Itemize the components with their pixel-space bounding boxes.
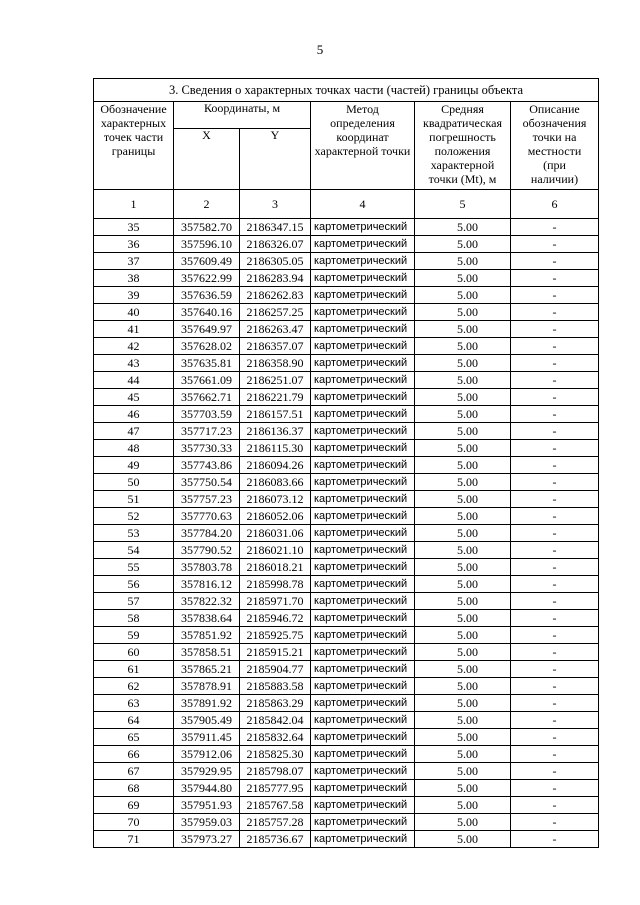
table-row <box>94 627 599 644</box>
accuracy-cell: 5.00 <box>415 627 511 644</box>
x-coordinate-cell: 357662.71 <box>174 389 240 406</box>
table-row <box>94 831 599 848</box>
description-cell: - <box>511 542 599 559</box>
x-coordinate-cell: 357784.20 <box>174 525 240 542</box>
point-number-cell: 63 <box>94 695 174 712</box>
accuracy-cell: 5.00 <box>415 372 511 389</box>
point-number-cell: 55 <box>94 559 174 576</box>
accuracy-cell: 5.00 <box>415 406 511 423</box>
table-row <box>94 559 599 576</box>
table-row <box>94 780 599 797</box>
description-cell: - <box>511 440 599 457</box>
x-coordinate-cell: 357816.12 <box>174 576 240 593</box>
header-coordinates: Координаты, м <box>174 102 311 129</box>
accuracy-cell: 5.00 <box>415 729 511 746</box>
x-coordinate-cell: 357944.80 <box>174 780 240 797</box>
point-number-cell: 39 <box>94 287 174 304</box>
column-number: 1 <box>94 190 174 219</box>
point-number-cell: 49 <box>94 457 174 474</box>
table-row <box>94 525 599 542</box>
method-cell: картометрический <box>311 440 415 457</box>
description-cell: - <box>511 593 599 610</box>
description-cell: - <box>511 508 599 525</box>
y-coordinate-cell: 2186052.06 <box>240 508 311 525</box>
description-cell: - <box>511 780 599 797</box>
description-cell: - <box>511 423 599 440</box>
x-coordinate-cell: 357911.45 <box>174 729 240 746</box>
table-row <box>94 746 599 763</box>
description-cell: - <box>511 525 599 542</box>
y-coordinate-cell: 2185971.70 <box>240 593 311 610</box>
method-cell: картометрический <box>311 576 415 593</box>
point-number-cell: 60 <box>94 644 174 661</box>
x-coordinate-cell: 357636.59 <box>174 287 240 304</box>
table-row <box>94 389 599 406</box>
y-coordinate-cell: 2185883.58 <box>240 678 311 695</box>
x-coordinate-cell: 357878.91 <box>174 678 240 695</box>
accuracy-cell: 5.00 <box>415 593 511 610</box>
y-coordinate-cell: 2186257.25 <box>240 304 311 321</box>
x-coordinate-cell: 357661.09 <box>174 372 240 389</box>
x-coordinate-cell: 357912.06 <box>174 746 240 763</box>
description-cell: - <box>511 695 599 712</box>
y-coordinate-cell: 2186347.15 <box>240 219 311 236</box>
y-coordinate-cell: 2185798.07 <box>240 763 311 780</box>
method-cell: картометрический <box>311 457 415 474</box>
accuracy-cell: 5.00 <box>415 287 511 304</box>
accuracy-cell: 5.00 <box>415 610 511 627</box>
y-coordinate-cell: 2185767.58 <box>240 797 311 814</box>
y-coordinate-cell: 2185825.30 <box>240 746 311 763</box>
table-row <box>94 797 599 814</box>
method-cell: картометрический <box>311 712 415 729</box>
x-coordinate-cell: 357703.59 <box>174 406 240 423</box>
point-number-cell: 64 <box>94 712 174 729</box>
table-row <box>94 219 599 236</box>
y-coordinate-cell: 2186357.07 <box>240 338 311 355</box>
point-number-cell: 44 <box>94 372 174 389</box>
y-coordinate-cell: 2186094.26 <box>240 457 311 474</box>
description-cell: - <box>511 610 599 627</box>
method-cell: картометрический <box>311 780 415 797</box>
x-coordinate-cell: 357609.49 <box>174 253 240 270</box>
table-title: 3. Сведения о характерных точках части (частей) границы объекта <box>94 79 599 102</box>
point-number-cell: 69 <box>94 797 174 814</box>
y-coordinate-cell: 2186251.07 <box>240 372 311 389</box>
page-number: 5 <box>316 42 324 57</box>
point-number-cell: 46 <box>94 406 174 423</box>
method-cell: картометрический <box>311 355 415 372</box>
x-coordinate-cell: 357640.16 <box>174 304 240 321</box>
y-coordinate-cell: 2185832.64 <box>240 729 311 746</box>
y-coordinate-cell: 2185757.28 <box>240 814 311 831</box>
x-coordinate-cell: 357628.02 <box>174 338 240 355</box>
table-row <box>94 457 599 474</box>
accuracy-cell: 5.00 <box>415 508 511 525</box>
point-number-cell: 51 <box>94 491 174 508</box>
accuracy-cell: 5.00 <box>415 814 511 831</box>
table-row <box>94 372 599 389</box>
method-cell: картометрический <box>311 253 415 270</box>
point-number-cell: 45 <box>94 389 174 406</box>
point-number-cell: 53 <box>94 525 174 542</box>
method-cell: картометрический <box>311 814 415 831</box>
accuracy-cell: 5.00 <box>415 457 511 474</box>
column-number-row <box>94 190 599 219</box>
method-cell: картометрический <box>311 695 415 712</box>
point-number-cell: 43 <box>94 355 174 372</box>
point-number-cell: 58 <box>94 610 174 627</box>
header-description: Описание обозначения точки на местности (при наличии) <box>511 102 599 190</box>
y-coordinate-cell: 2185736.67 <box>240 831 311 848</box>
point-number-cell: 50 <box>94 474 174 491</box>
method-cell: картометрический <box>311 763 415 780</box>
y-coordinate-cell: 2186221.79 <box>240 389 311 406</box>
accuracy-cell: 5.00 <box>415 780 511 797</box>
point-number-cell: 47 <box>94 423 174 440</box>
table-row <box>94 610 599 627</box>
y-coordinate-cell: 2186358.90 <box>240 355 311 372</box>
method-cell: картометрический <box>311 219 415 236</box>
accuracy-cell: 5.00 <box>415 831 511 848</box>
header-method: Метод определения координат характерной точки <box>311 102 415 190</box>
point-number-cell: 62 <box>94 678 174 695</box>
description-cell: - <box>511 678 599 695</box>
description-cell: - <box>511 406 599 423</box>
method-cell: картометрический <box>311 610 415 627</box>
accuracy-cell: 5.00 <box>415 559 511 576</box>
method-cell: картометрический <box>311 491 415 508</box>
y-coordinate-cell: 2186018.21 <box>240 559 311 576</box>
description-cell: - <box>511 831 599 848</box>
point-number-cell: 40 <box>94 304 174 321</box>
accuracy-cell: 5.00 <box>415 474 511 491</box>
description-cell: - <box>511 287 599 304</box>
accuracy-cell: 5.00 <box>415 423 511 440</box>
point-number-cell: 68 <box>94 780 174 797</box>
method-cell: картометрический <box>311 406 415 423</box>
y-coordinate-cell: 2186157.51 <box>240 406 311 423</box>
description-cell: - <box>511 457 599 474</box>
method-cell: картометрический <box>311 372 415 389</box>
y-coordinate-cell: 2186326.07 <box>240 236 311 253</box>
accuracy-cell: 5.00 <box>415 270 511 287</box>
x-coordinate-cell: 357770.63 <box>174 508 240 525</box>
x-coordinate-cell: 357635.81 <box>174 355 240 372</box>
x-coordinate-cell: 357951.93 <box>174 797 240 814</box>
accuracy-cell: 5.00 <box>415 236 511 253</box>
table-body <box>94 219 599 848</box>
accuracy-cell: 5.00 <box>415 661 511 678</box>
description-cell: - <box>511 746 599 763</box>
x-coordinate-cell: 357743.86 <box>174 457 240 474</box>
x-coordinate-cell: 357905.49 <box>174 712 240 729</box>
description-cell: - <box>511 661 599 678</box>
accuracy-cell: 5.00 <box>415 304 511 321</box>
column-number: 5 <box>415 190 511 219</box>
x-coordinate-cell: 357790.52 <box>174 542 240 559</box>
point-number-cell: 35 <box>94 219 174 236</box>
point-number-cell: 38 <box>94 270 174 287</box>
y-coordinate-cell: 2186083.66 <box>240 474 311 491</box>
y-coordinate-cell: 2185777.95 <box>240 780 311 797</box>
accuracy-cell: 5.00 <box>415 797 511 814</box>
point-number-cell: 52 <box>94 508 174 525</box>
table-row <box>94 253 599 270</box>
table-row <box>94 542 599 559</box>
y-coordinate-cell: 2186115.30 <box>240 440 311 457</box>
accuracy-cell: 5.00 <box>415 542 511 559</box>
table-row <box>94 814 599 831</box>
header-accuracy: Средняя квадратическая погрешность положения характерной точки (Mt), м <box>415 102 511 190</box>
point-number-cell: 59 <box>94 627 174 644</box>
point-number-cell: 37 <box>94 253 174 270</box>
column-number: 3 <box>240 190 311 219</box>
x-coordinate-cell: 357822.32 <box>174 593 240 610</box>
method-cell: картометрический <box>311 287 415 304</box>
x-coordinate-cell: 357582.70 <box>174 219 240 236</box>
accuracy-cell: 5.00 <box>415 321 511 338</box>
description-cell: - <box>511 491 599 508</box>
table-row <box>94 406 599 423</box>
x-coordinate-cell: 357851.92 <box>174 627 240 644</box>
description-cell: - <box>511 270 599 287</box>
table-row <box>94 695 599 712</box>
x-coordinate-cell: 357803.78 <box>174 559 240 576</box>
table-row <box>94 423 599 440</box>
table-row <box>94 593 599 610</box>
method-cell: картометрический <box>311 746 415 763</box>
header-y: Y <box>240 129 311 190</box>
description-cell: - <box>511 253 599 270</box>
point-number-cell: 41 <box>94 321 174 338</box>
column-number: 2 <box>174 190 240 219</box>
y-coordinate-cell: 2185904.77 <box>240 661 311 678</box>
accuracy-cell: 5.00 <box>415 389 511 406</box>
method-cell: картометрический <box>311 627 415 644</box>
table-row <box>94 661 599 678</box>
description-cell: - <box>511 729 599 746</box>
boundary-points-table <box>93 78 599 848</box>
table-row <box>94 729 599 746</box>
x-coordinate-cell: 357649.97 <box>174 321 240 338</box>
y-coordinate-cell: 2186031.06 <box>240 525 311 542</box>
description-cell: - <box>511 797 599 814</box>
table-row <box>94 712 599 729</box>
header-x: X <box>174 129 240 190</box>
column-number: 6 <box>511 190 599 219</box>
method-cell: картометрический <box>311 729 415 746</box>
method-cell: картометрический <box>311 661 415 678</box>
method-cell: картометрический <box>311 423 415 440</box>
point-number-cell: 61 <box>94 661 174 678</box>
table-row <box>94 440 599 457</box>
accuracy-cell: 5.00 <box>415 355 511 372</box>
table-row <box>94 644 599 661</box>
method-cell: картометрический <box>311 321 415 338</box>
header-row <box>94 102 599 129</box>
description-cell: - <box>511 627 599 644</box>
description-cell: - <box>511 389 599 406</box>
accuracy-cell: 5.00 <box>415 712 511 729</box>
x-coordinate-cell: 357838.64 <box>174 610 240 627</box>
y-coordinate-cell: 2186283.94 <box>240 270 311 287</box>
accuracy-cell: 5.00 <box>415 576 511 593</box>
table-row <box>94 321 599 338</box>
description-cell: - <box>511 474 599 491</box>
column-number: 4 <box>311 190 415 219</box>
point-number-cell: 71 <box>94 831 174 848</box>
method-cell: картометрический <box>311 508 415 525</box>
method-cell: картометрический <box>311 525 415 542</box>
description-cell: - <box>511 644 599 661</box>
point-number-cell: 70 <box>94 814 174 831</box>
point-number-cell: 54 <box>94 542 174 559</box>
x-coordinate-cell: 357929.95 <box>174 763 240 780</box>
accuracy-cell: 5.00 <box>415 763 511 780</box>
table-row <box>94 508 599 525</box>
method-cell: картометрический <box>311 338 415 355</box>
description-cell: - <box>511 814 599 831</box>
accuracy-cell: 5.00 <box>415 219 511 236</box>
method-cell: картометрический <box>311 797 415 814</box>
description-cell: - <box>511 559 599 576</box>
accuracy-cell: 5.00 <box>415 695 511 712</box>
y-coordinate-cell: 2185863.29 <box>240 695 311 712</box>
x-coordinate-cell: 357858.51 <box>174 644 240 661</box>
table-row <box>94 338 599 355</box>
x-coordinate-cell: 357596.10 <box>174 236 240 253</box>
description-cell: - <box>511 304 599 321</box>
description-cell: - <box>511 576 599 593</box>
y-coordinate-cell: 2185842.04 <box>240 712 311 729</box>
x-coordinate-cell: 357959.03 <box>174 814 240 831</box>
table-row <box>94 270 599 287</box>
point-number-cell: 42 <box>94 338 174 355</box>
x-coordinate-cell: 357717.23 <box>174 423 240 440</box>
method-cell: картометрический <box>311 644 415 661</box>
description-cell: - <box>511 372 599 389</box>
y-coordinate-cell: 2186136.37 <box>240 423 311 440</box>
y-coordinate-cell: 2186305.05 <box>240 253 311 270</box>
table-title-row <box>94 79 599 102</box>
table-row <box>94 678 599 695</box>
x-coordinate-cell: 357891.92 <box>174 695 240 712</box>
description-cell: - <box>511 236 599 253</box>
table-row <box>94 304 599 321</box>
accuracy-cell: 5.00 <box>415 440 511 457</box>
point-number-cell: 48 <box>94 440 174 457</box>
accuracy-cell: 5.00 <box>415 644 511 661</box>
point-number-cell: 67 <box>94 763 174 780</box>
table-row <box>94 763 599 780</box>
x-coordinate-cell: 357622.99 <box>174 270 240 287</box>
method-cell: картометрический <box>311 474 415 491</box>
point-number-cell: 66 <box>94 746 174 763</box>
description-cell: - <box>511 712 599 729</box>
description-cell: - <box>511 321 599 338</box>
method-cell: картометрический <box>311 270 415 287</box>
y-coordinate-cell: 2185915.21 <box>240 644 311 661</box>
point-number-cell: 65 <box>94 729 174 746</box>
method-cell: картометрический <box>311 542 415 559</box>
accuracy-cell: 5.00 <box>415 525 511 542</box>
x-coordinate-cell: 357865.21 <box>174 661 240 678</box>
description-cell: - <box>511 219 599 236</box>
table-row <box>94 491 599 508</box>
x-coordinate-cell: 357757.23 <box>174 491 240 508</box>
method-cell: картометрический <box>311 559 415 576</box>
method-cell: картометрический <box>311 304 415 321</box>
method-cell: картометрический <box>311 389 415 406</box>
table-row <box>94 236 599 253</box>
y-coordinate-cell: 2186263.47 <box>240 321 311 338</box>
y-coordinate-cell: 2186262.83 <box>240 287 311 304</box>
point-number-cell: 57 <box>94 593 174 610</box>
x-coordinate-cell: 357730.33 <box>174 440 240 457</box>
accuracy-cell: 5.00 <box>415 491 511 508</box>
accuracy-cell: 5.00 <box>415 678 511 695</box>
table-row <box>94 474 599 491</box>
table-row <box>94 576 599 593</box>
x-coordinate-cell: 357973.27 <box>174 831 240 848</box>
y-coordinate-cell: 2185946.72 <box>240 610 311 627</box>
description-cell: - <box>511 355 599 372</box>
header-designation: Обозначение характерных точек части границы <box>94 102 174 190</box>
method-cell: картометрический <box>311 593 415 610</box>
y-coordinate-cell: 2186021.10 <box>240 542 311 559</box>
table-row <box>94 287 599 304</box>
table-row <box>94 355 599 372</box>
accuracy-cell: 5.00 <box>415 253 511 270</box>
y-coordinate-cell: 2186073.12 <box>240 491 311 508</box>
point-number-cell: 56 <box>94 576 174 593</box>
accuracy-cell: 5.00 <box>415 338 511 355</box>
description-cell: - <box>511 338 599 355</box>
x-coordinate-cell: 357750.54 <box>174 474 240 491</box>
point-number-cell: 36 <box>94 236 174 253</box>
y-coordinate-cell: 2185998.78 <box>240 576 311 593</box>
description-cell: - <box>511 763 599 780</box>
method-cell: картометрический <box>311 678 415 695</box>
method-cell: картометрический <box>311 831 415 848</box>
y-coordinate-cell: 2185925.75 <box>240 627 311 644</box>
accuracy-cell: 5.00 <box>415 746 511 763</box>
method-cell: картометрический <box>311 236 415 253</box>
